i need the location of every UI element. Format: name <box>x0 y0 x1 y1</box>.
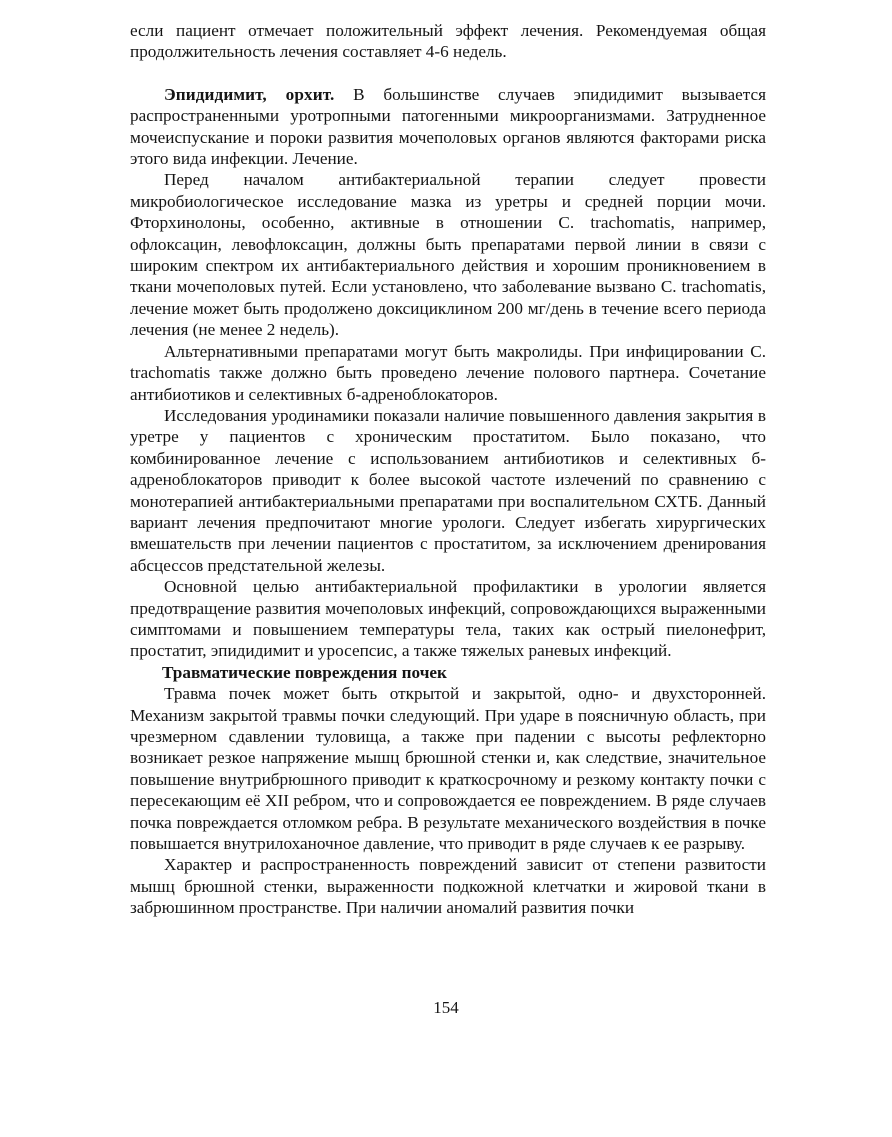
paragraph-antibacterial-therapy: Перед началом антибактериальной терапии следует провести микробиологическое исследование мазка из уретры и средней порции мочи. Фторхинолоны, особенно, активные в отношении C. trachomatis, например, офлоксацин, левофлоксацин, должны быть препаратами первой линии в связи с широким спектром их антибактериального действия и хорошим проникновением в ткани мочеполовых путей. Если установлено, что заболевание вызвано C. trachomatis, лечение может быть продолжено доксициклином 200 мг/день в течение всего периода лечения (не менее 2 недель). <box>130 170 766 340</box>
paragraph-kidney-trauma-mechanism: Травма почек может быть открытой и закрытой, одно- и двухсторонней. Механизм закрытой травмы почки следующий. При ударе в поясничную область, при чрезмерном сдавлении туловища, а также при падении с высоты рефлекторно возникает резкое напряжение мышц брюшной стенки и, как следствие, значительное повышение внутрибрюшного приводит к краткосрочному и резкому контакту почки с пересекающим её XII ребром, что и сопровождается ее повреждением. В ряде случаев почка повреждается отломком ребра. В результате механического воздействия в почке повышается внутрилоханочное давление, что приводит в ряде случаев к ее разрыву. <box>130 684 766 854</box>
paragraph-prophylaxis: Основной целью антибактериальной профилактики в урологии является предотвращение развития мочеполовых инфекций, сопровождающихся выраженными симптомами и повышением температуры тела, таких как острый пиелонефрит, простатит, эпидидимит и уросепсис, а также тяжелых раневых инфекций. <box>130 577 766 661</box>
paragraph-kidney-trauma-character: Характер и распространенность повреждений зависит от степени развитости мышц брюшной стенки, выраженности подкожной клетчатки и жировой ткани в забрюшинном пространстве. При наличии аномалий развития почки <box>130 855 766 918</box>
page-number: 154 <box>433 998 459 1017</box>
paragraph-epididymitis-text: В большинстве случаев эпидидимит вызывается распространенными уротропными патогенными микроорганизмами. Затрудненное мочеиспускание и пороки развития мочеполовых органов являются факторами риска этого вида инфекции. Лечение. <box>130 84 766 169</box>
paragraph-epididymitis <box>130 84 766 170</box>
page-body <box>130 20 766 919</box>
run-in-heading-epididymitis: Эпидидимит, орхит. <box>164 84 335 104</box>
paragraph-urodynamics: Исследования уродинамики показали наличие повышенного давления закрытия в уретре у пациентов с хроническим простатитом. Было показано, что комбинированное лечение с использованием антибиотиков и селективных б-адреноблокаторов приводит к более высокой частоте излечений по сравнению с монотерапией антибактериальными препаратами при воспалительном СХТБ. Данный вариант лечения предпочитают многие урологи. Следует избегать хирургических вмешательств при лечении пациентов с простатитом, за исключением дренирования абсцессов предстательной железы. <box>130 405 766 575</box>
paragraph-continuation: если пациент отмечает положительный эффект лечения. Рекомендуемая общая продолжительность лечения составляет 4-6 недель. <box>130 21 766 62</box>
paragraph-alternative-drugs: Альтернативными препаратами могут быть макролиды. При инфицировании C. trachomatis также должно быть проведено лечение полового партнера. Сочетание антибиотиков и селективных б-адреноблокаторов. <box>130 341 766 404</box>
section-heading: Травматические повреждения почек <box>162 662 447 682</box>
